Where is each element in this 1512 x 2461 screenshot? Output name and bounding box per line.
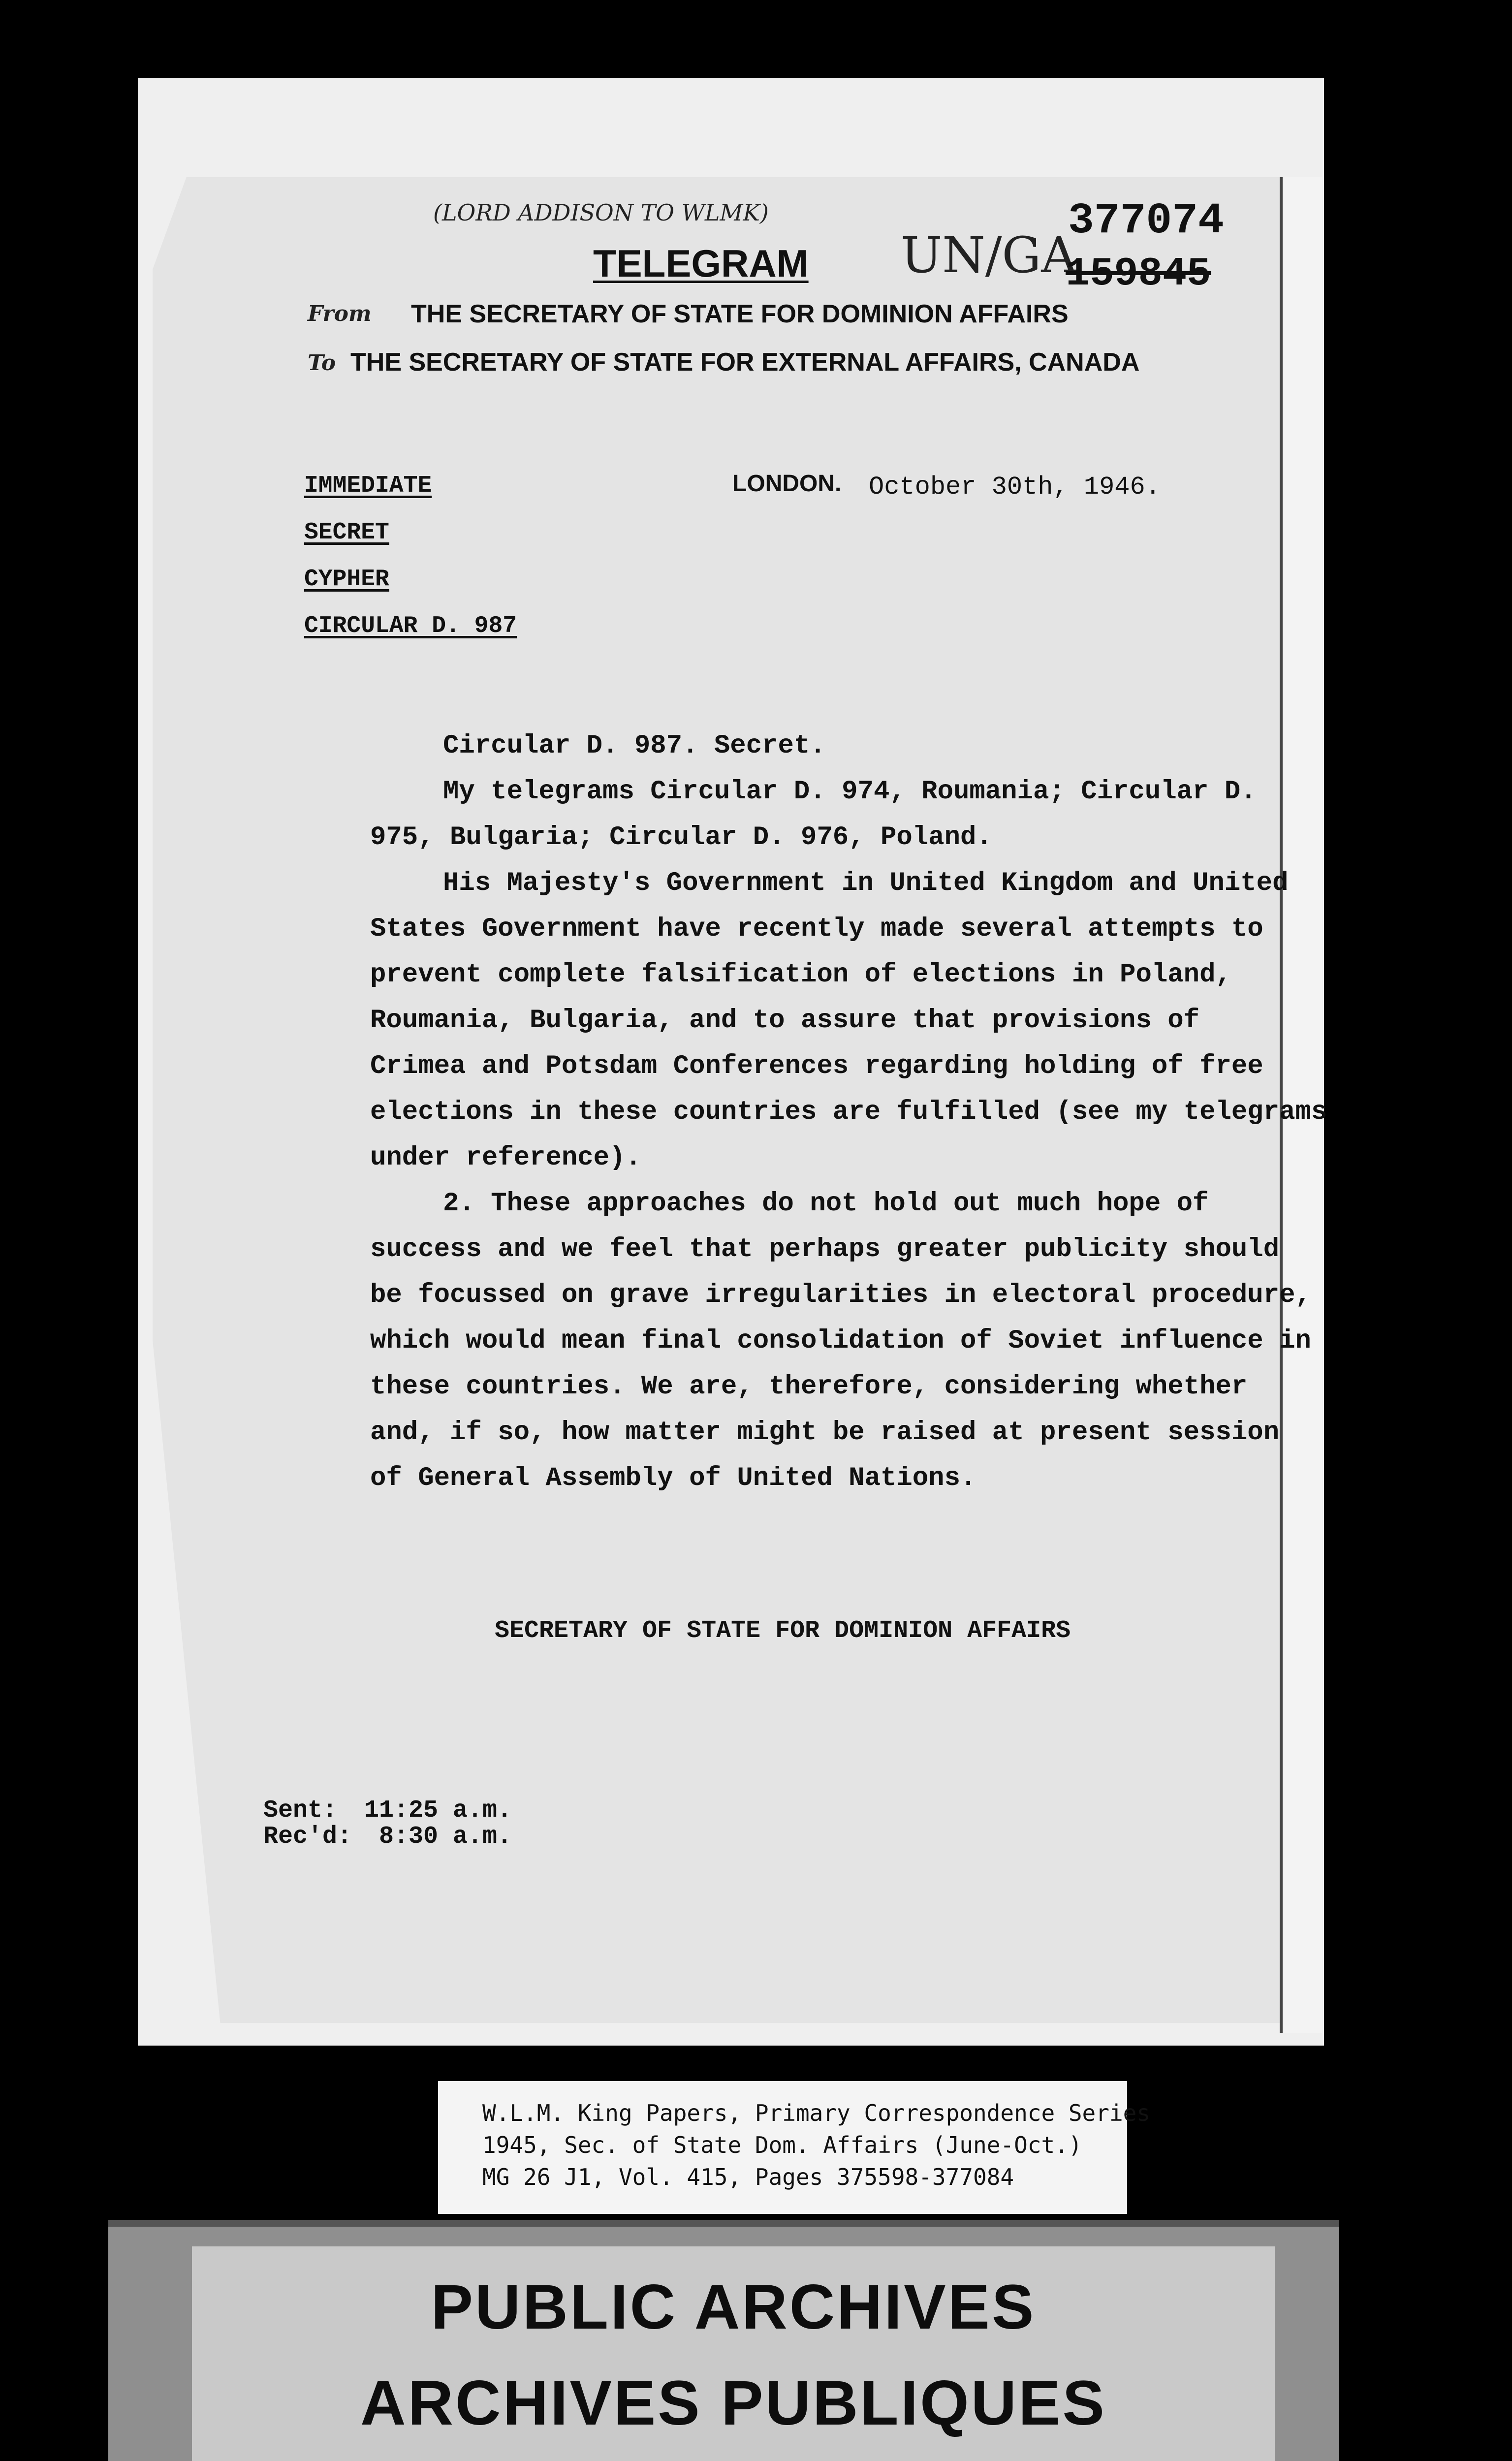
- body-line: be focussed on grave irregularities in electoral procedure,: [370, 1280, 1311, 1310]
- body-line: under reference).: [370, 1143, 641, 1173]
- archive-label-line: 1945, Sec. of State Dom. Affairs (June-Oct.): [482, 2132, 1082, 2158]
- body-line: and, if so, how matter might be raised at present session: [370, 1418, 1280, 1448]
- from-label: From: [308, 301, 372, 326]
- body-line: My telegrams Circular D. 974, Roumania; Circular D.: [443, 777, 1257, 807]
- received-label: Rec'd:: [263, 1823, 352, 1851]
- place: LONDON.: [732, 471, 842, 497]
- to-label: To: [308, 350, 336, 376]
- file-code: UN/GA: [901, 226, 1077, 284]
- body-line: which would mean final consolidation of Soviet influence in: [370, 1326, 1311, 1356]
- archive-stamp-line-en: PUBLIC ARCHIVES: [431, 2272, 1036, 2342]
- body-line: prevent complete falsification of elections in Poland,: [370, 960, 1231, 990]
- archive-stamp: [108, 2220, 1339, 2461]
- classification-circular: CIRCULAR D. 987: [304, 613, 517, 639]
- body-line: His Majesty's Government in United Kingdom and United: [443, 868, 1289, 898]
- body-line: 975, Bulgaria; Circular D. 976, Poland.: [370, 822, 992, 852]
- body-line: States Government have recently made several attempts to: [370, 914, 1263, 944]
- handwritten-note: (LORD ADDISON TO WLMK): [433, 199, 769, 226]
- body-line: 2. These approaches do not hold out much hope of: [443, 1189, 1209, 1219]
- archive-stamp-line-fr: ARCHIVES PUBLIQUES: [360, 2368, 1106, 2438]
- sent-time: 11:25 a.m.: [364, 1797, 512, 1825]
- classification-cypher: CYPHER: [304, 566, 389, 593]
- body-line: Roumania, Bulgaria, and to assure that provisions of: [370, 1006, 1200, 1036]
- telegram-title: TELEGRAM: [593, 242, 809, 285]
- body-line: success and we feel that perhaps greater publicity should: [370, 1234, 1280, 1264]
- from-value: THE SECRETARY OF STATE FOR DOMINION AFFAIRS: [411, 300, 1069, 328]
- body-line: elections in these countries are fulfilled (see my telegrams: [370, 1097, 1327, 1127]
- body-line: Circular D. 987. Secret.: [443, 731, 826, 761]
- body-line: of General Assembly of United Nations.: [370, 1463, 976, 1493]
- date: October 30th, 1946.: [869, 473, 1161, 502]
- archive-label-card: [438, 2081, 1151, 2214]
- body-line: Crimea and Potsdam Conferences regarding holding of free: [370, 1051, 1263, 1081]
- stamp-number: 377074: [1068, 197, 1224, 246]
- archive-label-line: W.L.M. King Papers, Primary Correspondence Series: [482, 2100, 1151, 2126]
- archive-stamp-panel: [192, 2246, 1275, 2461]
- classification-immediate: IMMEDIATE: [304, 473, 432, 499]
- classification-secret: SECRET: [304, 519, 389, 546]
- archive-label-line: MG 26 J1, Vol. 415, Pages 375598-377084: [482, 2164, 1014, 2190]
- received-time: 8:30 a.m.: [379, 1823, 512, 1851]
- signature: SECRETARY OF STATE FOR DOMINION AFFAIRS: [495, 1617, 1071, 1645]
- sent-label: Sent:: [263, 1797, 338, 1825]
- to-value: THE SECRETARY OF STATE FOR EXTERNAL AFFAIRS, CANADA: [350, 348, 1140, 377]
- body-line: these countries. We are, therefore, considering whether: [370, 1372, 1248, 1402]
- old-number-struck: 159845: [1066, 251, 1211, 297]
